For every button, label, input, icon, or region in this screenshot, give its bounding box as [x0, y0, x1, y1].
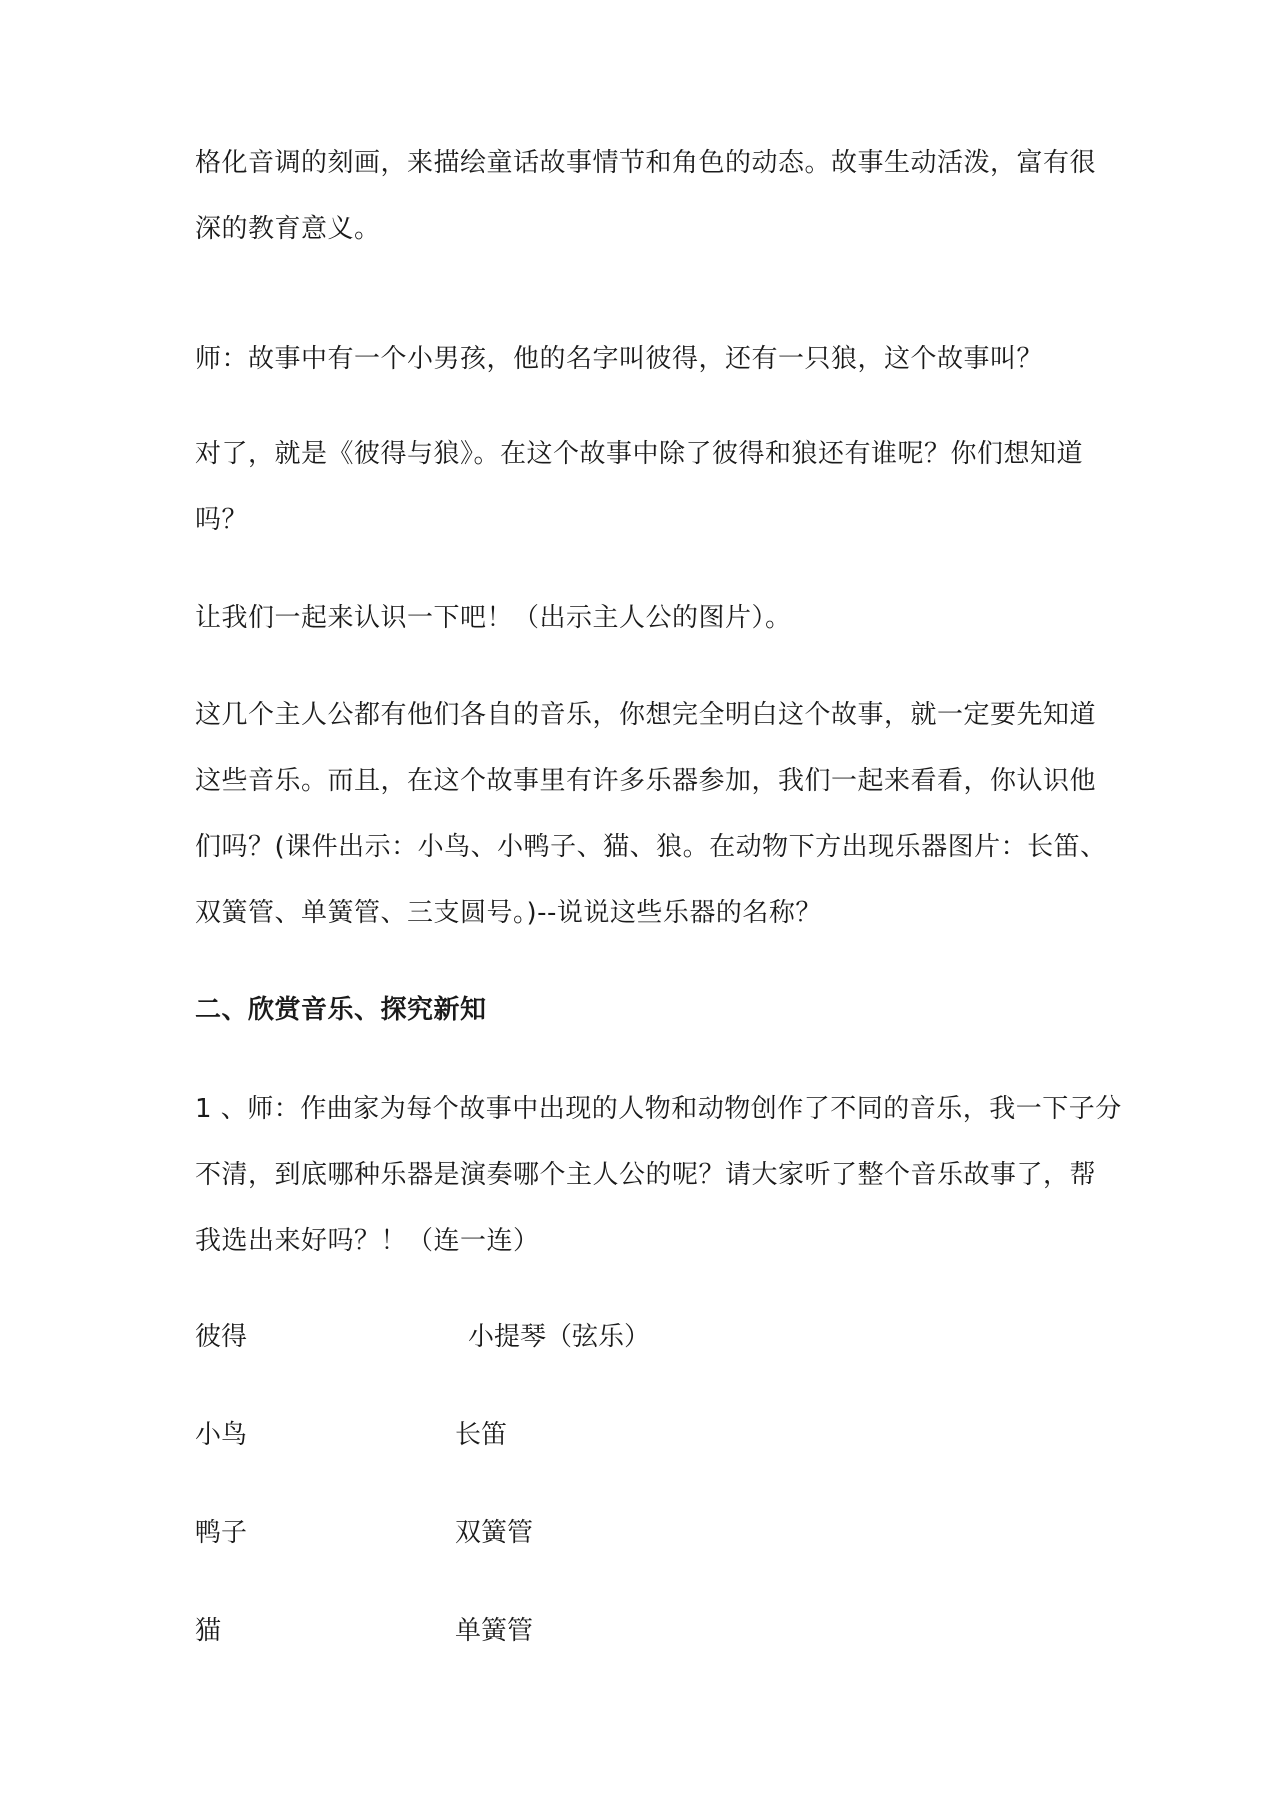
match-instrument: 单簧管: [455, 1616, 534, 1646]
paragraph-6-line-2: 不清，到底哪种乐器是演奏哪个主人公的呢？请大家听了整个音乐故事了，帮: [195, 1160, 1097, 1190]
paragraph-1-line-1: 格化音调的刻画，来描绘童话故事情节和角色的动态。故事生动活泼，富有很: [195, 148, 1097, 178]
paragraph-5-line-4: 双簧管、单簧管、三支圆号。)--说说这些乐器的名称？: [195, 898, 822, 928]
paragraph-2-line-1: 师：故事中有一个小男孩，他的名字叫彼得，还有一只狼，这个故事叫？: [195, 344, 1044, 374]
paragraph-5-line-2: 这些音乐。而且，在这个故事里有许多乐器参加，我们一起来看看，你认识他: [195, 766, 1097, 796]
match-character: 彼得: [195, 1322, 248, 1352]
paragraph-5-line-3: 们吗？(课件出示：小鸟、小鸭子、猫、狼。在动物下方出现乐器图片：长笛、: [195, 832, 1107, 862]
section-heading: 二、欣赏音乐、探究新知: [195, 995, 487, 1025]
match-instrument: 小提琴（弦乐）: [468, 1322, 651, 1352]
paragraph-3-line-1: 对了，就是《彼得与狼》。在这个故事中除了彼得和狼还有谁呢？你们想知道: [195, 439, 1084, 469]
paragraph-4-line-1: 让我们一起来认识一下吧！（出示主人公的图片）。: [195, 603, 792, 633]
paragraph-5-line-1: 这几个主人公都有他们各自的音乐，你想完全明白这个故事，就一定要先知道: [195, 700, 1097, 730]
paragraph-6-line-1: 1 、师：作曲家为每个故事中出现的人物和动物创作了不同的音乐，我一下子分: [195, 1094, 1122, 1124]
match-instrument: 双簧管: [455, 1518, 534, 1548]
paragraph-3-line-2: 吗？: [195, 505, 249, 535]
match-character: 猫: [195, 1616, 222, 1646]
paragraph-6-line-3: 我选出来好吗？！（连一连）: [195, 1226, 540, 1256]
match-character: 小鸟: [195, 1420, 248, 1450]
match-instrument: 长笛: [455, 1420, 508, 1450]
paragraph-1-line-2: 深的教育意义。: [195, 214, 381, 244]
match-character: 鸭子: [195, 1518, 248, 1548]
